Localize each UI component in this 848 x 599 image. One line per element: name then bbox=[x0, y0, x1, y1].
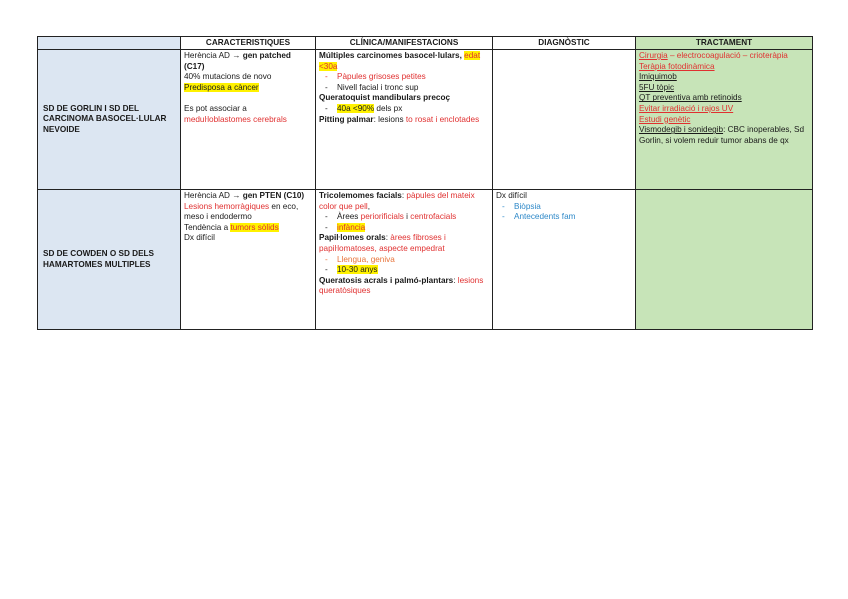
highlight-text: edat <30a bbox=[319, 51, 481, 71]
cell-tractament-gorlin bbox=[636, 50, 813, 190]
red-text: Evitar irradiació i rajos UV bbox=[639, 103, 734, 113]
red-text: Teràpia fotodinàmica bbox=[639, 61, 715, 71]
text: 40% mutacions de novo bbox=[184, 72, 272, 82]
text: : bbox=[453, 275, 458, 285]
cell-caracteristiques-gorlin bbox=[181, 50, 316, 190]
list-item: - Biòpsia bbox=[496, 202, 632, 213]
bold-text: Tricolemomes facials bbox=[319, 191, 402, 200]
cell-clinica-cowden bbox=[316, 190, 493, 330]
text: dels px bbox=[374, 103, 403, 113]
header-tractament: TRACTAMENT bbox=[636, 37, 813, 50]
cell-tractament-cowden bbox=[636, 190, 813, 330]
list-item: - Antecedents fam bbox=[496, 212, 632, 223]
highlight-text: 10-30 anys bbox=[337, 265, 378, 275]
cell-caracteristiques-cowden bbox=[181, 190, 316, 330]
list-item: - Nivell facial i tronc sup bbox=[319, 83, 489, 94]
red-text: àrees fibroses i papiŀlomatoses, aspecte empedrat bbox=[319, 233, 446, 253]
red-text: Lesions hemorràgiques bbox=[184, 201, 270, 211]
red-text: centrofacials bbox=[410, 212, 457, 222]
text: Dx difícil bbox=[184, 233, 215, 243]
bold-text: Múltiples carcinomes basocel·lulars, bbox=[319, 51, 465, 60]
text: : bbox=[401, 191, 407, 200]
highlight-text: infància bbox=[337, 222, 366, 232]
header-empty bbox=[38, 37, 181, 50]
bold-text: Papiŀlomes orals bbox=[319, 233, 386, 243]
text: en eco, meso i endodermo bbox=[184, 201, 299, 222]
red-text: lesions queratòsiques bbox=[319, 275, 484, 296]
row-label-cowden: SD DE COWDEN O SD DELS HAMARTOMES MULTIPLES bbox=[38, 190, 181, 330]
list-item bbox=[319, 265, 489, 276]
bold-text: Pitting palmar bbox=[319, 114, 374, 124]
red-text: Estudi genètic bbox=[639, 114, 691, 124]
text: : CBC inoperables, Sd Gorlin, si volem reduir tumor abans de qx bbox=[639, 125, 805, 145]
text: : bbox=[385, 233, 391, 243]
bold-text: Queratosis acrals i palmó-plantars bbox=[319, 275, 454, 285]
header-caracteristiques: CARACTERISTIQUES bbox=[181, 37, 316, 50]
text: Àrees bbox=[337, 212, 361, 222]
red-text: – electrocoagulació – crioteràpia bbox=[667, 51, 788, 60]
list-item bbox=[319, 223, 489, 234]
text: Imiquimob bbox=[639, 72, 677, 82]
cell-diagnostic-gorlin bbox=[493, 50, 636, 190]
table-row bbox=[38, 50, 813, 190]
summary-table bbox=[37, 36, 813, 330]
highlight-text: Predisposa a càncer bbox=[184, 82, 259, 92]
list-item bbox=[319, 104, 489, 115]
red-text: periorificials bbox=[360, 212, 404, 222]
text: Es pot associar a bbox=[184, 103, 247, 113]
bold-text: Queratoquist mandibulars precoç bbox=[319, 93, 451, 103]
list-item: - Llengua, geniva bbox=[319, 255, 489, 266]
gene-text: gen PTEN (C10) bbox=[242, 191, 305, 200]
header-diagnostic: DIAGNÒSTIC bbox=[493, 37, 636, 50]
red-text: to rosat i enclotades bbox=[405, 114, 480, 124]
list-item: - Pàpules grisoses petites bbox=[319, 72, 489, 83]
text: Dx difícil bbox=[496, 191, 527, 200]
table-row bbox=[38, 190, 813, 330]
header-clinica: CLÍNICA/MANIFESTACIONS bbox=[316, 37, 493, 50]
text: QT preventiva amb retinoids bbox=[639, 93, 742, 103]
text: : lesions bbox=[373, 114, 406, 124]
text: Tendència a bbox=[184, 222, 231, 232]
gene-text: gen patched (C17) bbox=[184, 51, 291, 71]
red-text: pàpules del mateix color que pell bbox=[319, 191, 475, 211]
cell-clinica-gorlin bbox=[316, 50, 493, 190]
text: Herència AD → bbox=[184, 51, 243, 60]
text: 5FU tòpic bbox=[639, 82, 675, 92]
red-text: meduŀloblastomes cerebrals bbox=[184, 114, 287, 124]
header-row bbox=[38, 37, 813, 50]
highlight-text: tumors sòlids bbox=[230, 222, 279, 232]
list-item bbox=[319, 212, 489, 223]
row-label-gorlin: SD DE GORLIN I SD DEL CARCINOMA BASOCEL·LULAR NEVOIDE bbox=[38, 50, 181, 190]
highlight-text: 40a <90% bbox=[337, 103, 375, 113]
cell-diagnostic-cowden bbox=[493, 190, 636, 330]
text: Herència AD → bbox=[184, 191, 243, 200]
text: i bbox=[403, 212, 411, 222]
red-text: Cirurgia bbox=[639, 51, 668, 60]
text: , bbox=[367, 201, 370, 211]
text: Vismodegib i sonidegib bbox=[639, 125, 724, 135]
